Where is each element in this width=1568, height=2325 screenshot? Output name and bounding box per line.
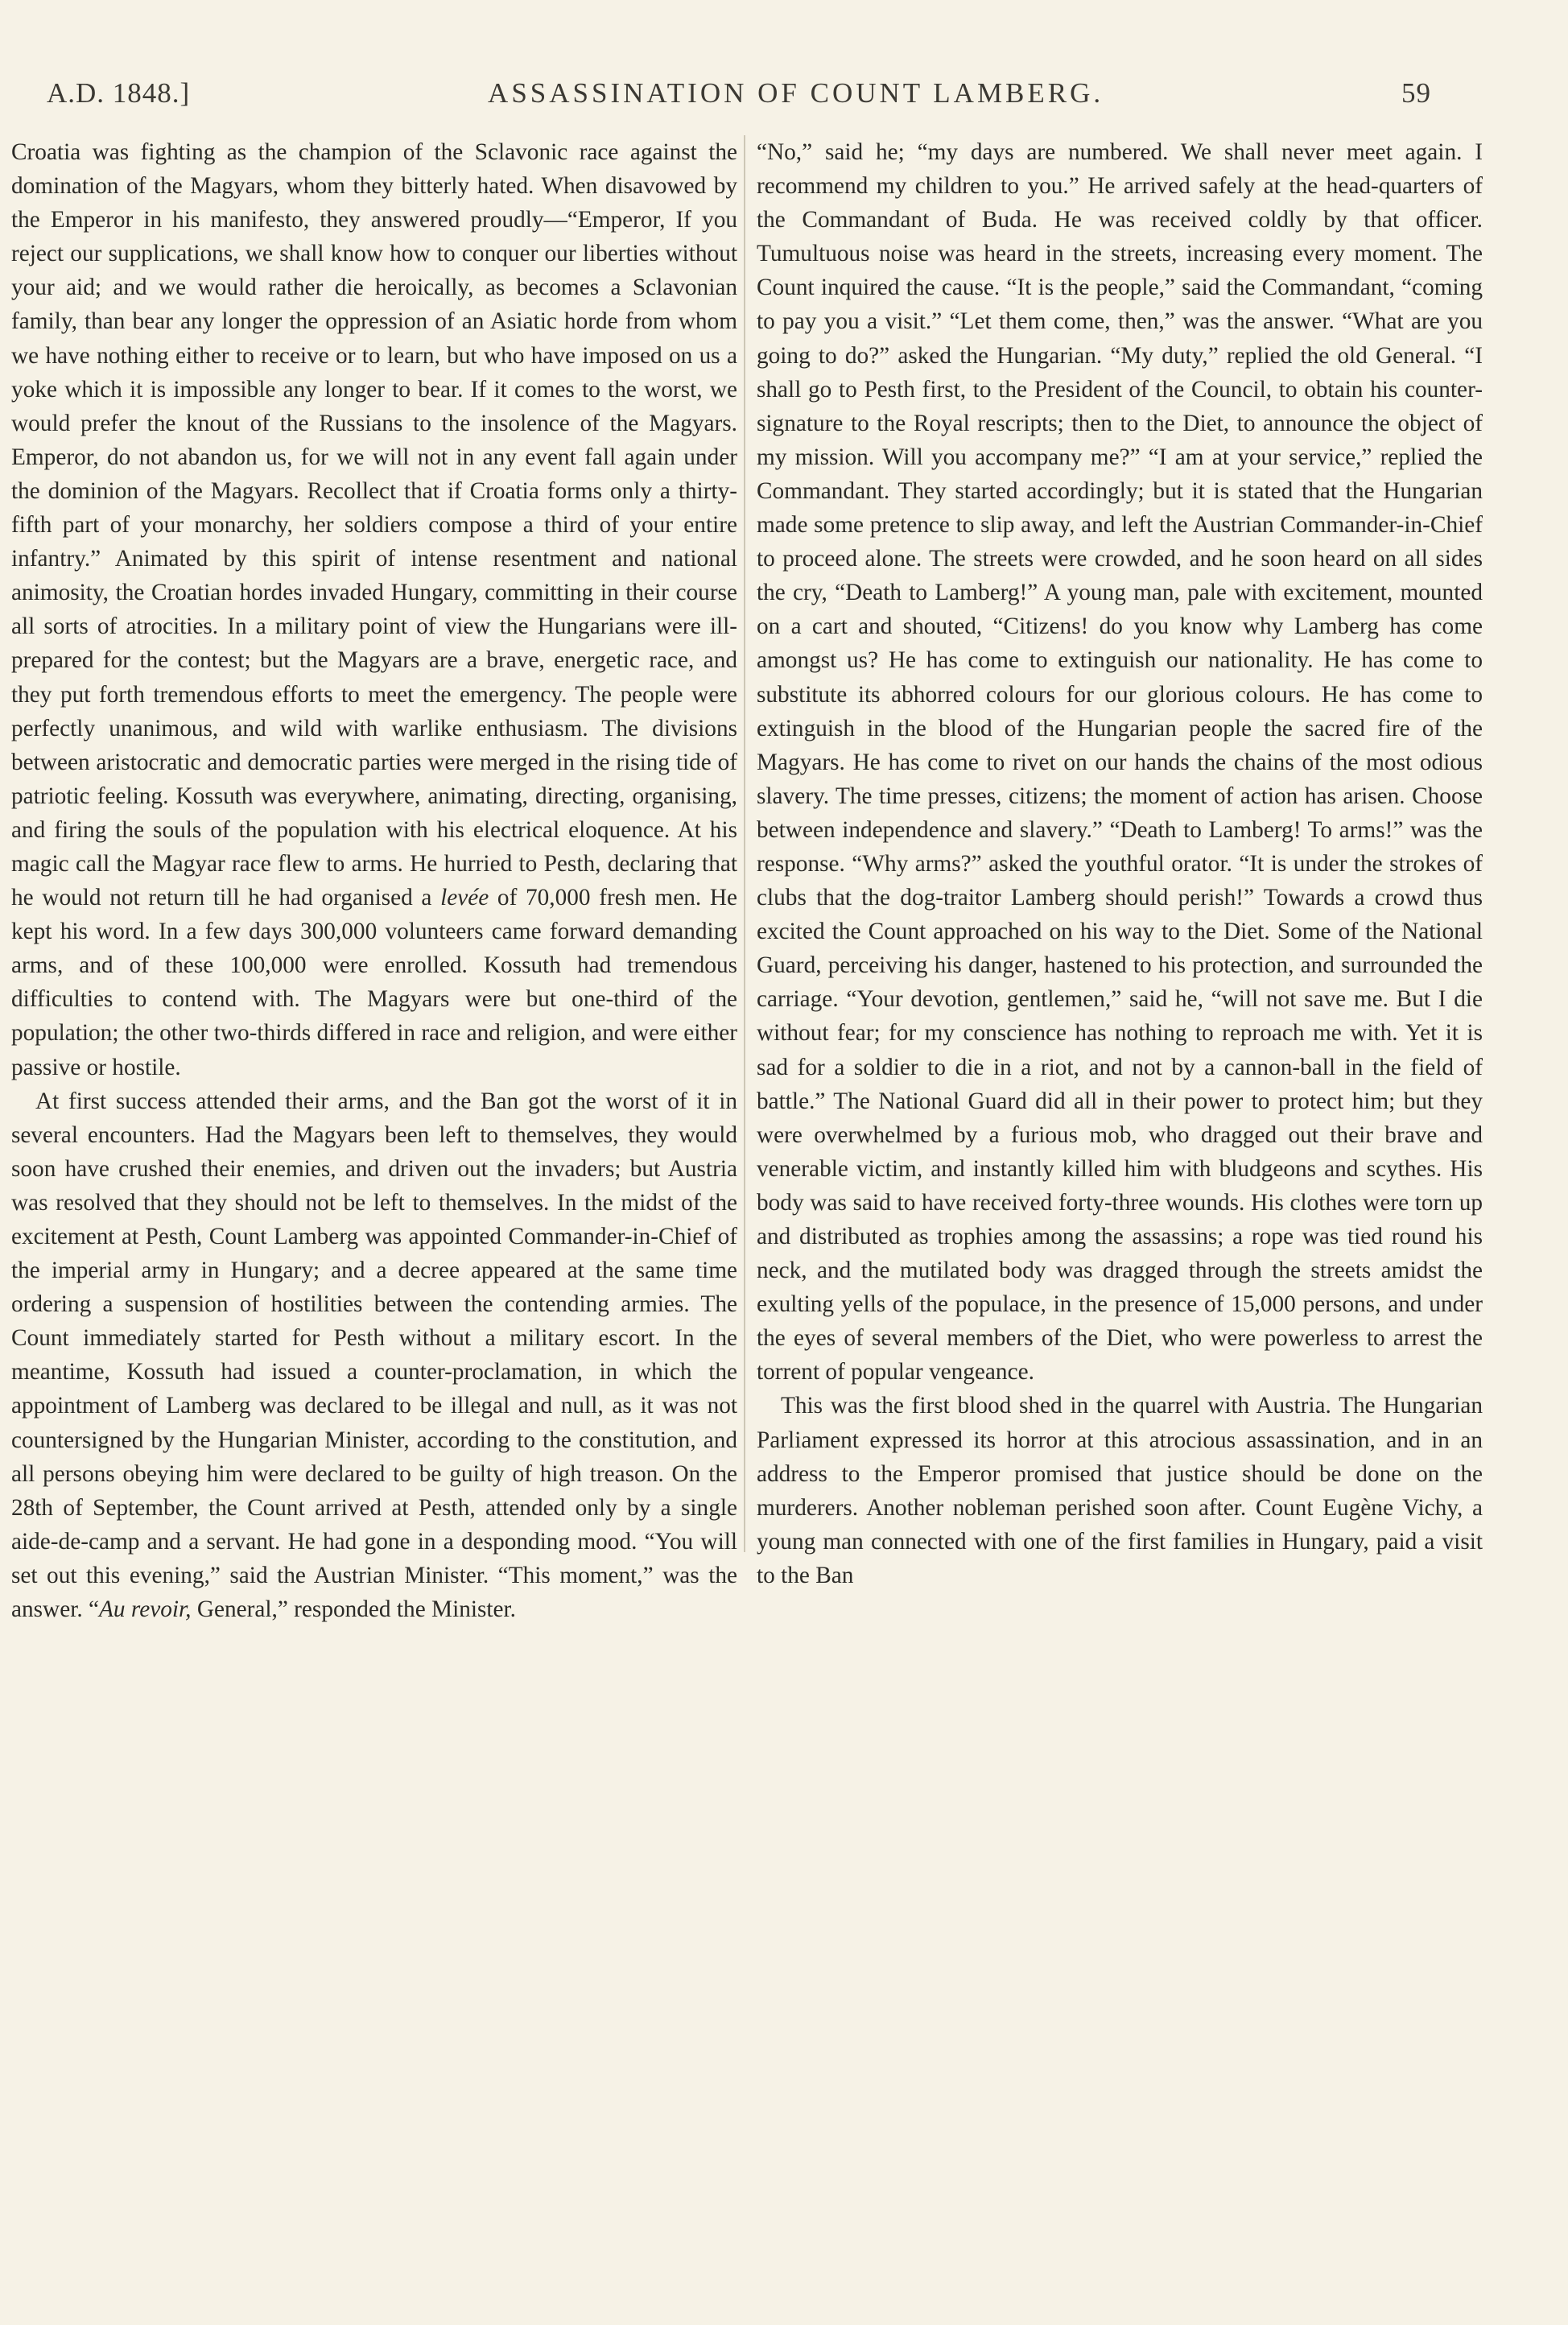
column-divider: [744, 135, 745, 1552]
levee-italic: levée: [440, 885, 489, 911]
header-title: ASSASSINATION OF COUNT LAMBERG.: [488, 77, 1104, 109]
running-header: [47, 77, 1431, 118]
au-revoir-italic: Au revoir,: [99, 1596, 192, 1623]
right-paragraph-1: “No,” said he; “my days are numbered. We shall never meet again. I recommend my children to you.” He arrived safely at the head-quarters of the Commandant of Buda. He was received coldly by that officer. Tumultuous noise was heard in the streets, increasing every moment. The Count inquired the cause. “It is the people,” said the Commandant, “coming to pay you a visit.” “Let them come, then,” was the answer. “What are you going to do?” asked the Hungarian. “My duty,” replied the old General. “I shall go to Pesth first, to the President of the Council, to obtain his counter-signature to the Royal rescripts; then to the Diet, to announce the object of my mission. Will you accompany me?” “I am at your service,” replied the Commandant. They started accordingly; but it is stated that the Hungarian made some pretence to slip away, and left the Austrian Commander-in-Chief to proceed alone. The streets were crowded, and he soon heard on all sides the cry, “Death to Lamberg!” A young man, pale with excitement, mounted on a cart and shouted, “Citizens! do you know why Lamberg has come amongst us? He has come to extinguish our nationality. He has come to substitute its abhorred colours for our glorious colours. He has come to extinguish in the blood of the Hungarian people the sacred fire of the Magyars. He has come to rivet on our hands the chains of the most odious slavery. The time presses, citizens; the moment of action has arisen. Choose between independence and slavery.” “Death to Lamberg! To arms!” was the response. “Why arms?” asked the youthful orator. “It is under the strokes of clubs that the dog-traitor Lamberg should perish!” Towards a crowd thus excited the Count approached on his way to the Diet. Some of the National Guard, perceiving his danger, hastened to his protection, and surrounded the carriage. “Your devotion, gentlemen,” said he, “will not save me. But I die without fear; for my conscience has nothing to reproach me with. Yet it is sad for a soldier to die in a riot, and not by a cannon-ball in the field of battle.” The National Guard did all in their power to protect him; but they were overwhelmed by a furious mob, who dragged out their brave and venerable victim, and instantly killed him with bludgeons and scythes. His body was said to have received forty-three wounds. His clothes were torn up and distributed as trophies among the assassins; a rope was tied round his neck, and the mutilated body was dragged through the streets amidst the exulting yells of the populace, in the presence of 15,000 persons, and under the eyes of several members of the Diet, who were powerless to arrest the torrent of popular vengeance.: [757, 139, 1483, 1386]
page-number: 59: [1401, 77, 1431, 109]
left-paragraph-1-text: Croatia was fighting as the champion of the Sclavonic race against the domination of the Magyars, whom they bitterly hated. When disavowed by the Emperor in his manifesto, they answered proudly—“Emperor, If you reject our supplications, we shall know how to conquer our liberties without your aid; and we would rather die heroically, as becomes a Sclavonian family, than bear any longer the oppression of an Asiatic horde from whom we have nothing either to receive or to learn, but who have imposed on us a yoke which it is impossible any longer to bear. If it comes to the worst, we would prefer the knout of the Russians to the insolence of the Magyars. Emperor, do not abandon us, for we will not in any event fall again under the dominion of the Magyars. Recollect that if Croatia forms only a thirty-fifth part of your monarchy, her soldiers compose a third of your entire infantry.” Animated by this spirit of intense resentment and national animosity, the Croatian hordes invaded Hungary, committing in their course all sorts of atrocities. In a military point of view the Hungarians were ill-prepared for the contest; but the Magyars are a brave, energetic race, and they put forth tremendous efforts to meet the emergency. The people were perfectly unanimous, and wild with warlike enthusiasm. The divisions between aristocratic and democratic parties were merged in the rising tide of patriotic feeling. Kossuth was everywhere, animating, directing, organising, and firing the souls of the population with his electrical eloquence. At his magic call the Magyar race flew to arms. He hurried to Pesth, declaring that he would not return till he had organised a: [11, 139, 737, 911]
left-paragraph-1-end: of 70,000 fresh men. He kept his word. In a few days 300,000 volunteers came forward demanding arms, and of these 100,000 were enrolled. Kossuth had tremendous difficulties to contend with. The Magyars were but one-third of the population; the other two-thirds differed in race and religion, and were either passive or hostile.: [11, 885, 738, 1080]
left-paragraph-2: [11, 1084, 737, 1627]
right-column: [757, 135, 1483, 1592]
left-paragraph-2-end: General,” responded the Minister.: [196, 1596, 517, 1623]
left-paragraph-1: [11, 135, 737, 1084]
left-column: [11, 135, 737, 1626]
left-paragraph-2-text: At first success attended their arms, and the Ban got the worst of it in several encounters. Had the Magyars been left to themselves, they would soon have crushed their enemies, and driven out the invaders; but Austria was resolved that they should not be left to themselves. In the midst of the excitement at Pesth, Count Lamberg was appointed Commander-in-Chief of the imperial army in Hungary; and a decree appeared at the same time ordering a suspension of hostilities between the contending armies. The Count immediately started for Pesth without a military escort. In the meantime, Kossuth had issued a counter-proclamation, in which the appointment of Lamberg was declared to be illegal and null, as it was not countersigned by the Hungarian Minister, according to the constitution, and all persons obeying him were declared to be guilty of high treason. On the 28th of September, the Count arrived at Pesth, attended only by a single aide-de-camp and a servant. He had gone in a desponding mood. “You will set out this evening,” said the Austrian Minister. “This moment,” was the answer. “: [11, 1088, 737, 1623]
header-date: A.D. 1848.]: [47, 77, 191, 109]
right-paragraph-2: This was the first blood shed in the quarrel with Austria. The Hungarian Parliament expressed its horror at this atrocious assassination, and in an address to the Emperor promised that justice should be done on the murderers. Another nobleman perished soon after. Count Eugène Vichy, a young man connected with one of the first families in Hungary, paid a visit to the Ban: [757, 1393, 1483, 1588]
